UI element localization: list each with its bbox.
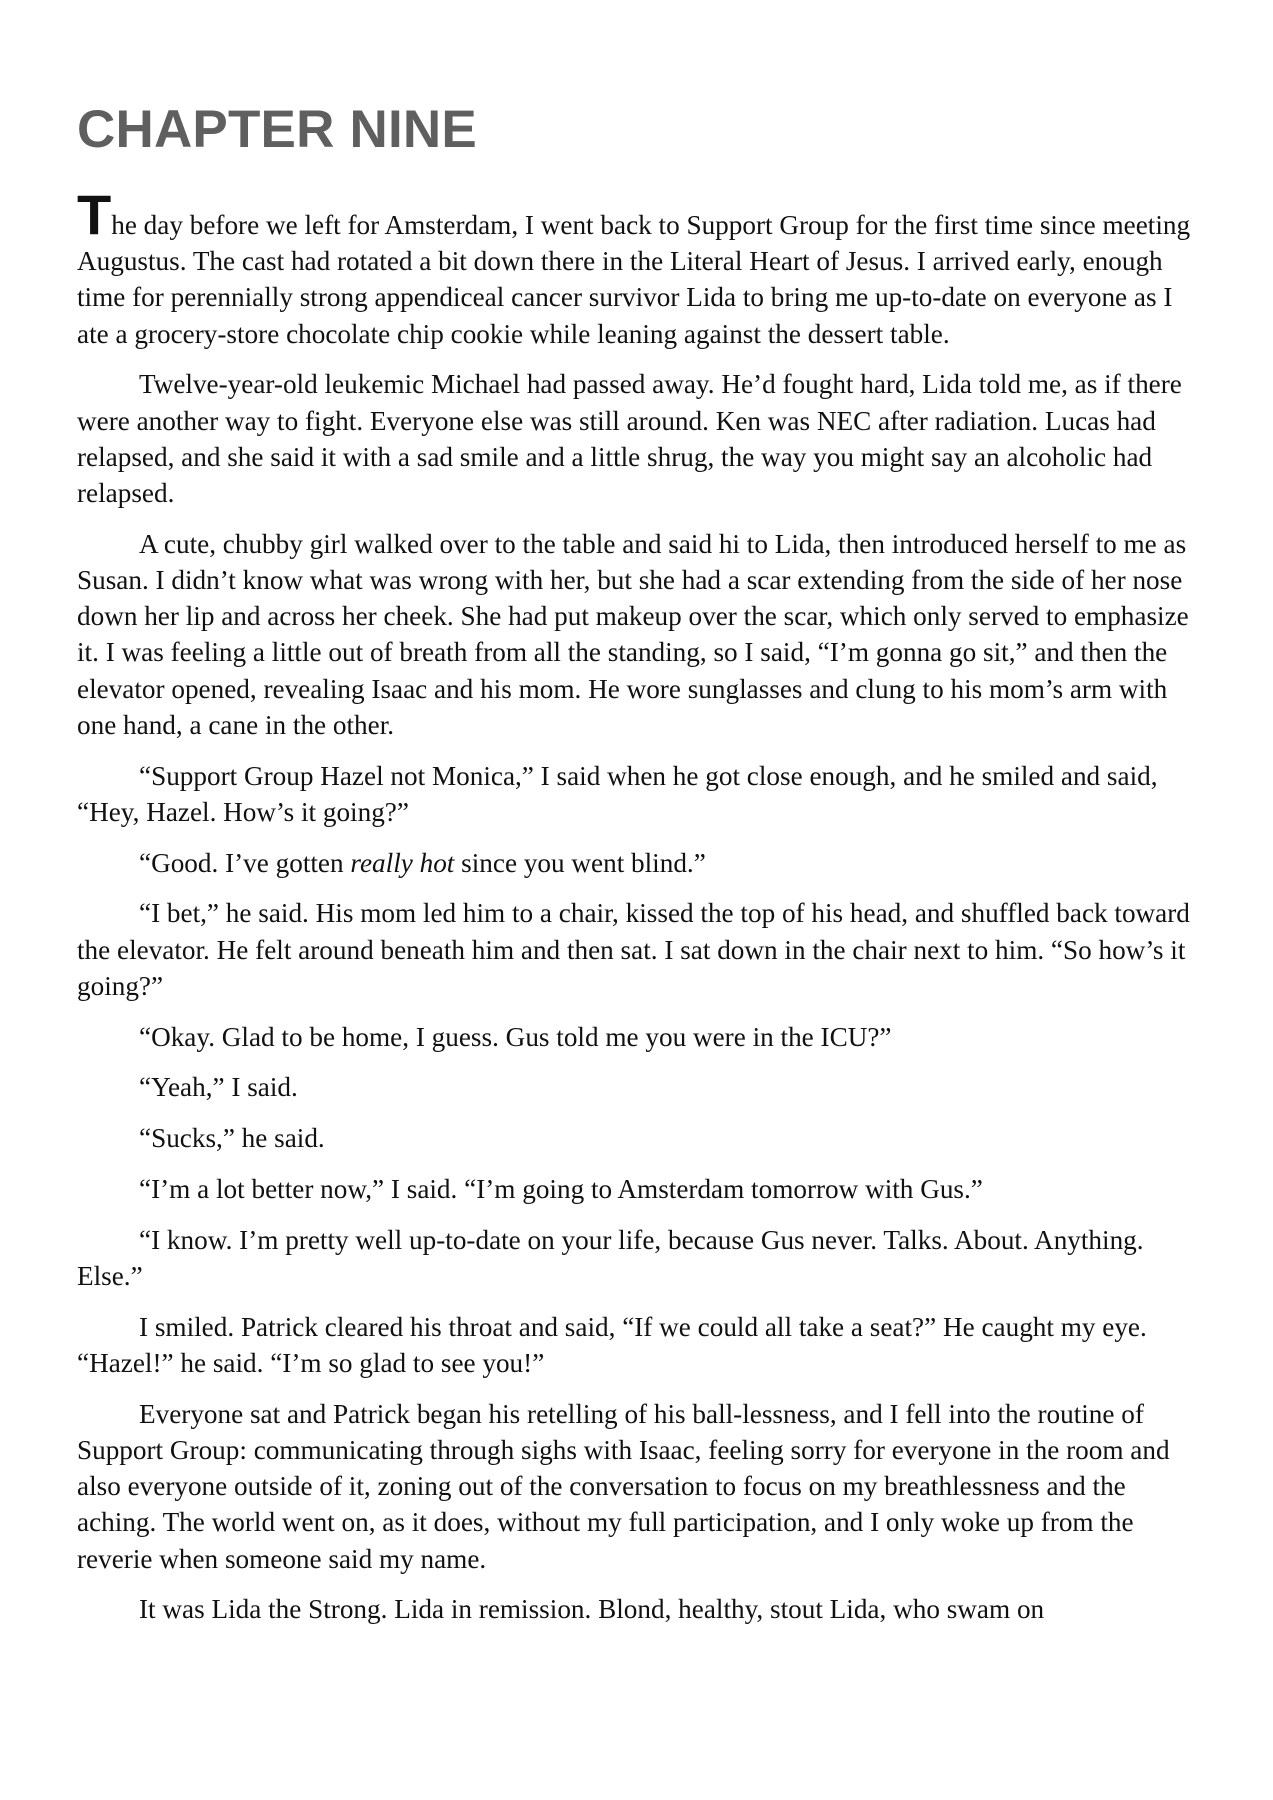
paragraph: It was Lida the Strong. Lida in remission. Blond, healthy, stout Lida, who swam on — [139, 1594, 1045, 1625]
paragraph: “Sucks,” he said. — [139, 1123, 325, 1154]
drop-cap: T — [77, 182, 112, 246]
chapter-title: CHAPTER NINE — [77, 100, 477, 159]
paragraph: “Support Group Hazel not Monica,” I said when he got close enough, and he smiled and said, “Hey, Hazel. How’s it going?” — [77, 760, 1158, 827]
paragraph: “I’m a lot better now,” I said. “I’m going to Amsterdam tomorrow with Gus.” — [139, 1173, 983, 1204]
paragraph: “Yeah,” I said. — [139, 1072, 298, 1103]
paragraph: I smiled. Patrick cleared his throat and said, “If we could all take a seat?” He caught my eye. “Hazel!” he said. “I’m so glad to see you!” — [77, 1311, 1147, 1378]
paragraph: Everyone sat and Patrick began his retelling of his ball-lessness, and I fell into the routine of Support Group: communicating through sighs with Isaac, feeling sorry for everyone in the room and also everyone outside of it, zoning out of the conversation to focus on my breathlessness and the aching. The world went on, as it does, without my full participation, and I only woke up from the reverie when someone said my name. — [77, 1398, 1170, 1574]
paragraph: Twelve-year-old leukemic Michael had passed away. He’d fought hard, Lida told me, as if there were another way to fight. Everyone else was still around. Ken was NEC after radiation. Lucas had relapsed, and she said it with a sad smile and a little shrug, the way you might say an alcoholic had relapsed. — [77, 369, 1182, 508]
book-page — [77, 100, 1202, 1642]
paragraph: “Okay. Glad to be home, I guess. Gus told me you were in the ICU?” — [139, 1021, 892, 1052]
paragraph-text: he day before we left for Amsterdam, I went back to Support Group for the first time since meeting Augustus. The cast had rotated a bit down there in the Literal Heart of Jesus. I arrived early, enough time for perennially strong appendiceal cancer survivor Lida to bring me up-to-date on everyone as I ate a grocery-store chocolate chip cookie while leaning against the dessert table. — [77, 209, 1191, 349]
italic-text: really hot — [350, 847, 455, 878]
paragraph: “I know. I’m pretty well up-to-date on your life, because Gus never. Talks. About. Anything. Else.” — [77, 1224, 1144, 1291]
paragraph-text: “Good. I’ve gotten — [139, 847, 351, 878]
paragraph — [77, 845, 1202, 881]
paragraph: “I bet,” he said. His mom led him to a chair, kissed the top of his head, and shuffled back toward the elevator. He felt around beneath him and then sat. I sat down in the chair next to him. “So how’s it going?” — [77, 898, 1190, 1001]
paragraph — [77, 182, 1202, 352]
paragraph: A cute, chubby girl walked over to the table and said hi to Lida, then introduced herself to me as Susan. I didn’t know what was wrong with her, but she had a scar extending from the side of her nose down her lip and across her cheek. She had put makeup over the scar, which only served to emphasize it. I was feeling a little out of breath from all the standing, so I said, “I’m gonna go sit,” and then the elevator opened, revealing Isaac and his mom. He wore sunglasses and clung to his mom’s arm with one hand, a cane in the other. — [77, 528, 1189, 740]
paragraph-text: since you went blind.” — [454, 847, 706, 878]
